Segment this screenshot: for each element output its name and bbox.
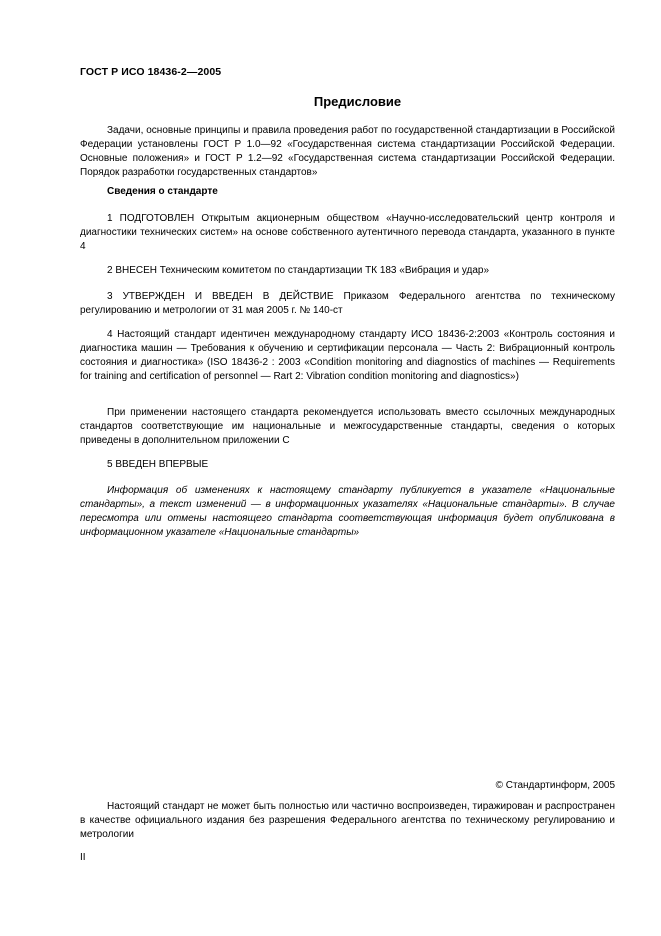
document-code-header: ГОСТ Р ИСО 18436-2—2005 <box>80 66 222 78</box>
item-application-note: При применении настоящего стандарта рекомендуется использовать вместо ссылочных международных стандартов соответствующие им национальные и межгосударственные стандарты, сведения о которых приведены в дополнительном приложении С <box>80 407 615 446</box>
item-approved: 3 УТВЕРЖДЕН И ВВЕДЕН В ДЕЙСТВИЕ Приказом Федерального агентства по техническому регулированию и метрологии от 31 мая 2005 г. № 140-ст <box>80 291 615 316</box>
footer-notice: Настоящий стандарт не может быть полностью или частично воспроизведен, тиражирован и распространен в качестве официального издания без разрешения Федерального агентства по техническому регулированию и метрологии <box>80 801 615 840</box>
intro-paragraph: Задачи, основные принципы и правила проведения работ по государственной стандартизации в Российской Федерации установлены ГОСТ Р 1.0—92 «Государственная система стандартизации Российской Федерации. Основные положения» и ГОСТ Р 1.2—92 «Государственная система стандартизации Российской Федерации. Порядок разработки государственных стандартов» <box>80 125 615 178</box>
section-heading: Сведения о стандарте <box>107 186 218 197</box>
item-prepared: 1 ПОДГОТОВЛЕН Открытым акционерным обществом «Научно-исследовательский центр контроля и диагностики технических систем» на основе собственного аутентичного перевода стандарта, указанного в пункте 4 <box>80 213 615 252</box>
page-number: II <box>80 852 86 863</box>
item-introduced: 2 ВНЕСЕН Техническим комитетом по стандартизации ТК 183 «Вибрация и удар» <box>107 265 490 276</box>
page-title: Предисловие <box>313 94 402 109</box>
copyright-line: © Стандартинформ, 2005 <box>495 780 615 791</box>
item-identical: 4 Настоящий стандарт идентичен международному стандарту ИСО 18436-2:2003 «Контроль состояния и диагностика машин — Требования к обучению и сертификации персонала — Часть 2: Вибрационный контроль состояния и диагностика» (ISO 18436-2 : 2003 «Condition monitoring and diagnostics of machines — Requirements for training and certification of personnel — Rart 2: Vibration condition monitoring and diagnostics») <box>80 329 615 382</box>
info-notice: Информация об изменениях к настоящему стандарту публикуется в указателе «Национальные стандарты», а текст изменений — в информационных указателях «Национальные стандарты». В случае пересмотра или отмены настоящего стандарта соответствующая информация будет опубликована в информационном указателе «Национальные стандарты» <box>80 485 615 538</box>
item-first-introduced: 5 ВВЕДЕН ВПЕРВЫЕ <box>107 459 209 470</box>
